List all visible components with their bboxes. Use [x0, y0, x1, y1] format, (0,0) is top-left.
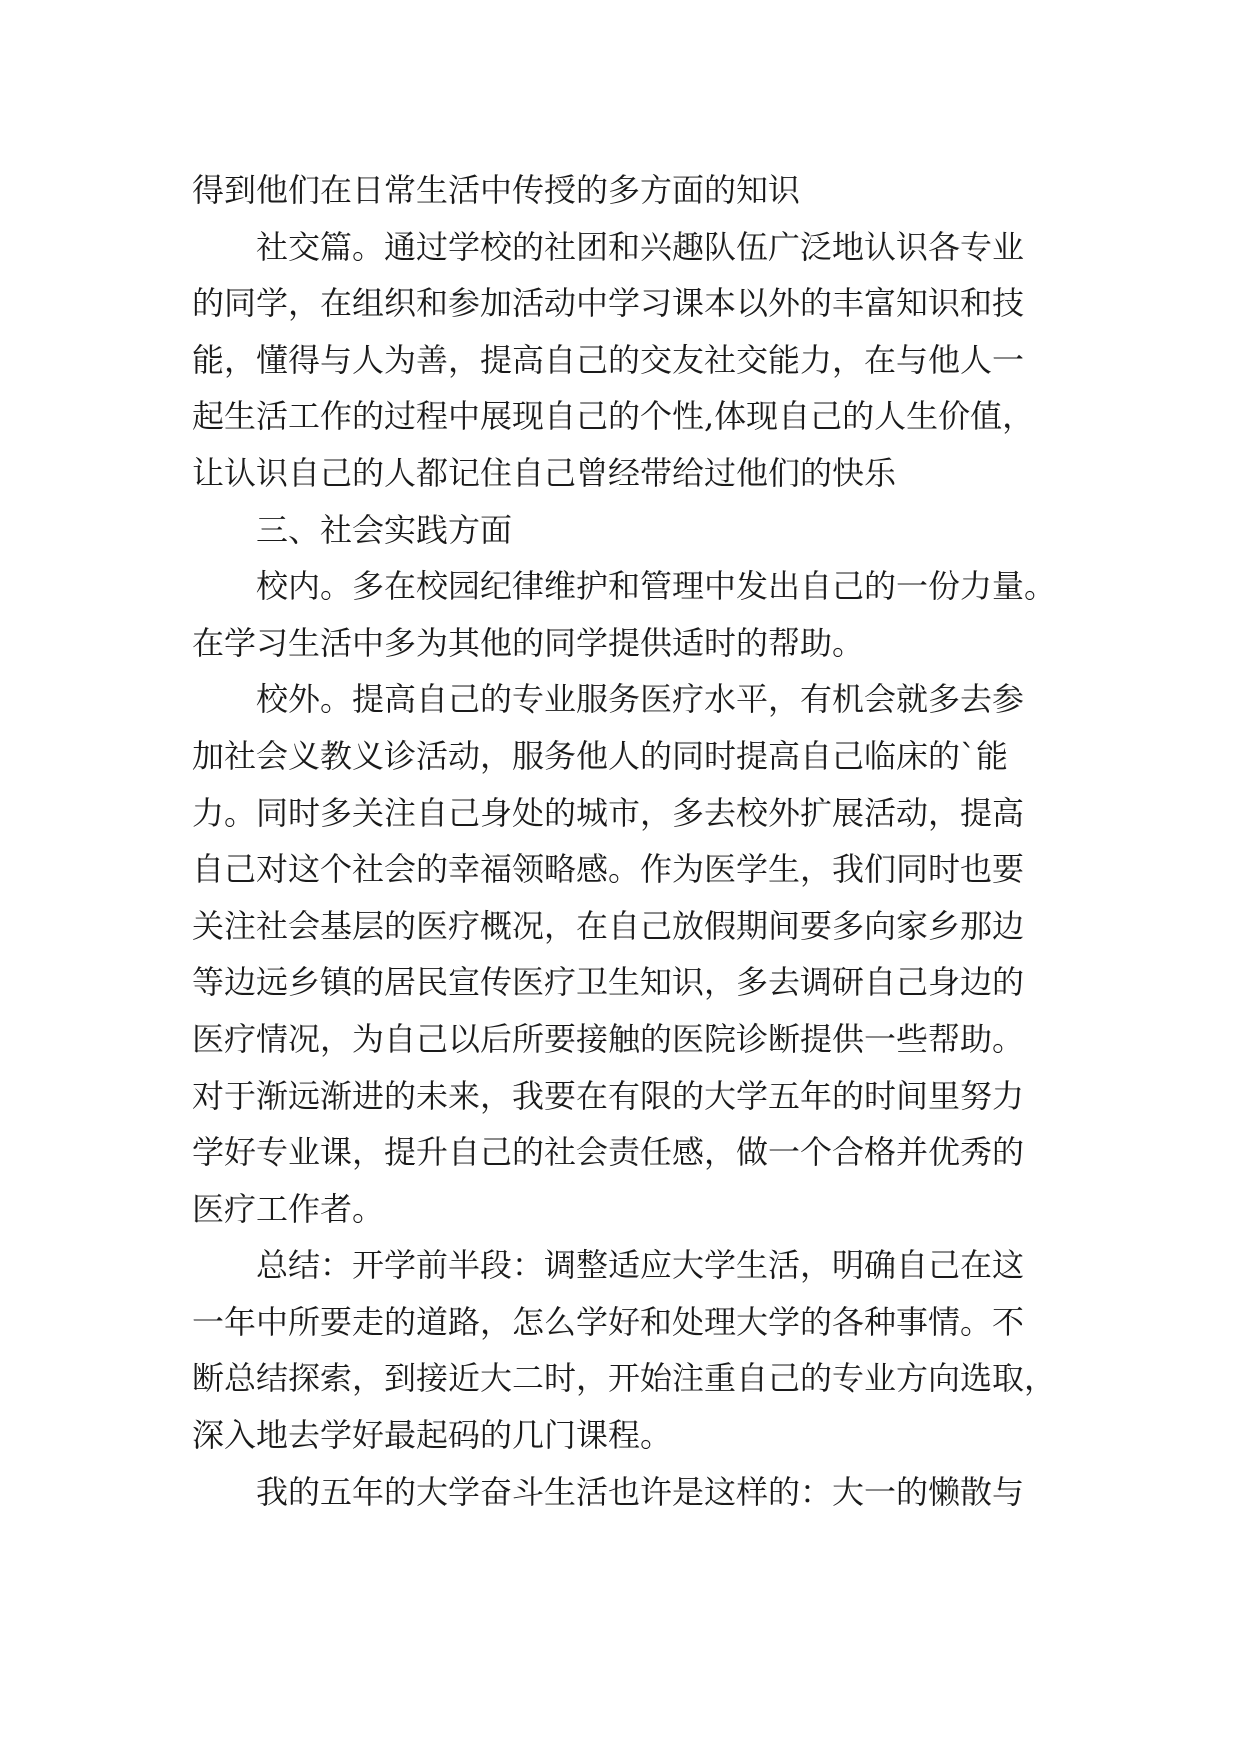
text-line: 校内。多在校园纪律维护和管理中发出自己的一份力量。 [256, 567, 1057, 606]
text-line: 医疗情况，为自己以后所要接触的医院诊断提供一些帮助。 [192, 1019, 1025, 1058]
text-line: 起生活工作的过程中展现自己的个性,体现自己的人生价值， [192, 397, 1035, 436]
text-line: 能，懂得与人为善，提高自己的交友社交能力，在与他人一 [192, 340, 1025, 379]
text-line: 断总结探索，到接近大二时，开始注重自己的专业方向选取， [192, 1359, 1057, 1398]
text-line: 自己对这个社会的幸福领略感。作为医学生，我们同时也要 [192, 850, 1025, 889]
text-line: 等边远乡镇的居民宣传医疗卫生知识，多去调研自己身边的 [192, 963, 1025, 1002]
text-line: 医疗工作者。 [192, 1189, 385, 1228]
body-text [192, 162, 1072, 1520]
text-line: 加社会义教义诊活动，服务他人的同时提高自己临床的`能 [192, 736, 1009, 775]
text-line: 一年中所要走的道路，怎么学好和处理大学的各种事情。不 [192, 1302, 1025, 1341]
text-line: 深入地去学好最起码的几门课程。 [192, 1416, 673, 1455]
text-line: 的同学，在组织和参加活动中学习课本以外的丰富知识和技 [192, 284, 1025, 323]
text-line: 得到他们在日常生活中传授的多方面的知识 [192, 171, 801, 209]
text-line: 社交篇。通过学校的社团和兴趣队伍广泛地认识各专业 [256, 227, 1025, 266]
text-line: 让认识自己的人都记住自己曾经带给过他们的快乐 [192, 453, 897, 492]
text-line: 关注社会基层的医疗概况，在自己放假期间要多向家乡那边 [192, 906, 1025, 945]
text-line: 在学习生活中多为其他的同学提供适时的帮助。 [192, 623, 865, 662]
section-heading: 三、社会实践方面 [256, 510, 513, 549]
text-line: 总结：开学前半段：调整适应大学生活，明确自己在这 [256, 1246, 1025, 1285]
text-line: 对于渐远渐进的未来，我要在有限的大学五年的时间里努力 [192, 1076, 1025, 1115]
text-line: 力。同时多关注自己身处的城市，多去校外扩展活动，提高 [192, 793, 1025, 832]
text-line: 校外。提高自己的专业服务医疗水平，有机会就多去参 [256, 680, 1025, 719]
text-line: 我的五年的大学奋斗生活也许是这样的：大一的懒散与 [256, 1472, 1025, 1511]
text-line: 学好专业课，提升自己的社会责任感，做一个合格并优秀的 [192, 1133, 1025, 1172]
